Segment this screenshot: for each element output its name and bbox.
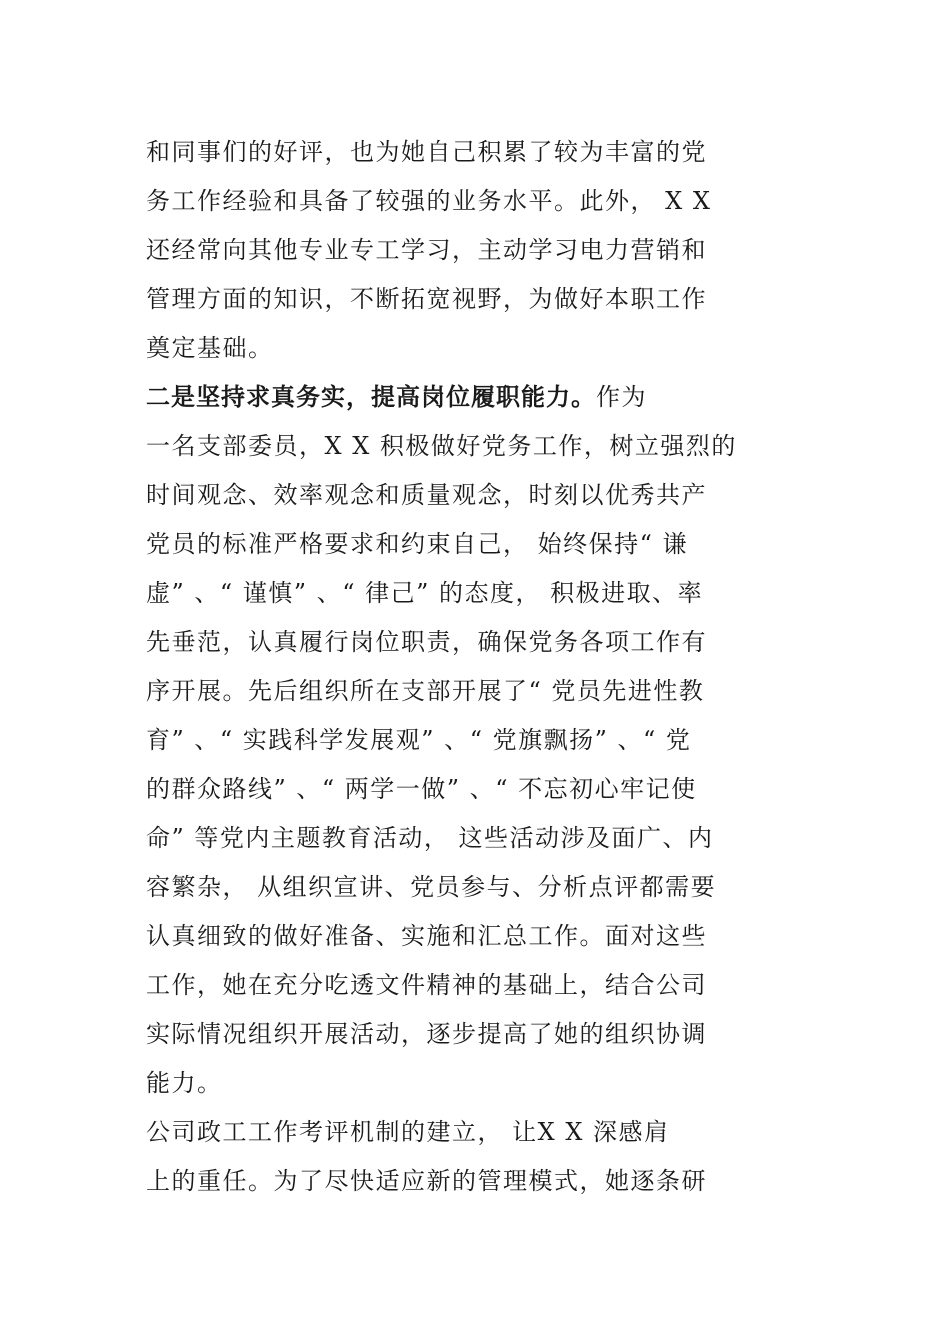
paragraph-line-7: 一名支部委员，X X 积极做好党务工作，树立强烈的 (146, 432, 737, 460)
paragraph-line-10: 虚” 、“ 谨慎” 、“ 律己” 的态度， 积极进取、率 (146, 579, 704, 607)
section-heading-line (146, 373, 806, 422)
paragraph-line-11: 先垂范，认真履行岗位职责，确保党务各项工作有 (146, 628, 707, 656)
paragraph-line-19: 实际情况组织开展活动，逐步提高了她的组织协调 (146, 1020, 707, 1048)
paragraph-line-13: 育” 、“ 实践科学发展观” 、“ 党旗飘扬” 、“ 党 (146, 726, 692, 754)
paragraph-line-15: 命” 等党内主题教育活动， 这些活动涉及面广、内 (146, 824, 714, 852)
paragraph-line-20: 能力。 (146, 1069, 223, 1097)
paragraph-line-18: 工作，她在充分吃透文件精神的基础上，结合公司 (146, 971, 707, 999)
paragraph-line-14: 的群众路线” 、“ 两学一做” 、“ 不忘初心牢记使 (146, 775, 697, 803)
paragraph-line-5: 奠定基础。 (146, 334, 274, 362)
section-heading: 二是坚持求真务实，提高岗位履职能力。 (146, 383, 596, 411)
paragraph-line-22: 上的重任。为了尽快适应新的管理模式，她逐条研 (146, 1167, 707, 1195)
document-body (146, 128, 806, 1206)
paragraph-line-4: 管理方面的知识，不断拓宽视野，为做好本职工作 (146, 285, 707, 313)
section-heading-continuation: 作为 (596, 383, 647, 411)
paragraph-line-9: 党员的标准严格要求和约束自己， 始终保持“ 谦 (146, 530, 689, 558)
paragraph-line-12: 序开展。先后组织所在支部开展了“ 党员先进性教 (146, 677, 705, 705)
paragraph-line-3: 还经常向其他专业专工学习，主动学习电力营销和 (146, 236, 707, 264)
paragraph-line-1: 和同事们的好评，也为她自己积累了较为丰富的党 (146, 138, 707, 166)
paragraph-line-8: 时间观念、效率观念和质量观念，时刻以优秀共产 (146, 481, 707, 509)
paragraph-line-16: 容繁杂， 从组织宣讲、党员参与、分析点评都需要 (146, 873, 717, 901)
paragraph-line-21: 公司政工工作考评机制的建立， 让X X 深感肩 (146, 1118, 670, 1146)
paragraph-line-2: 务工作经验和具备了较强的业务水平。此外， X X (146, 187, 712, 215)
paragraph-line-17: 认真细致的做好准备、实施和汇总工作。面对这些 (146, 922, 707, 950)
